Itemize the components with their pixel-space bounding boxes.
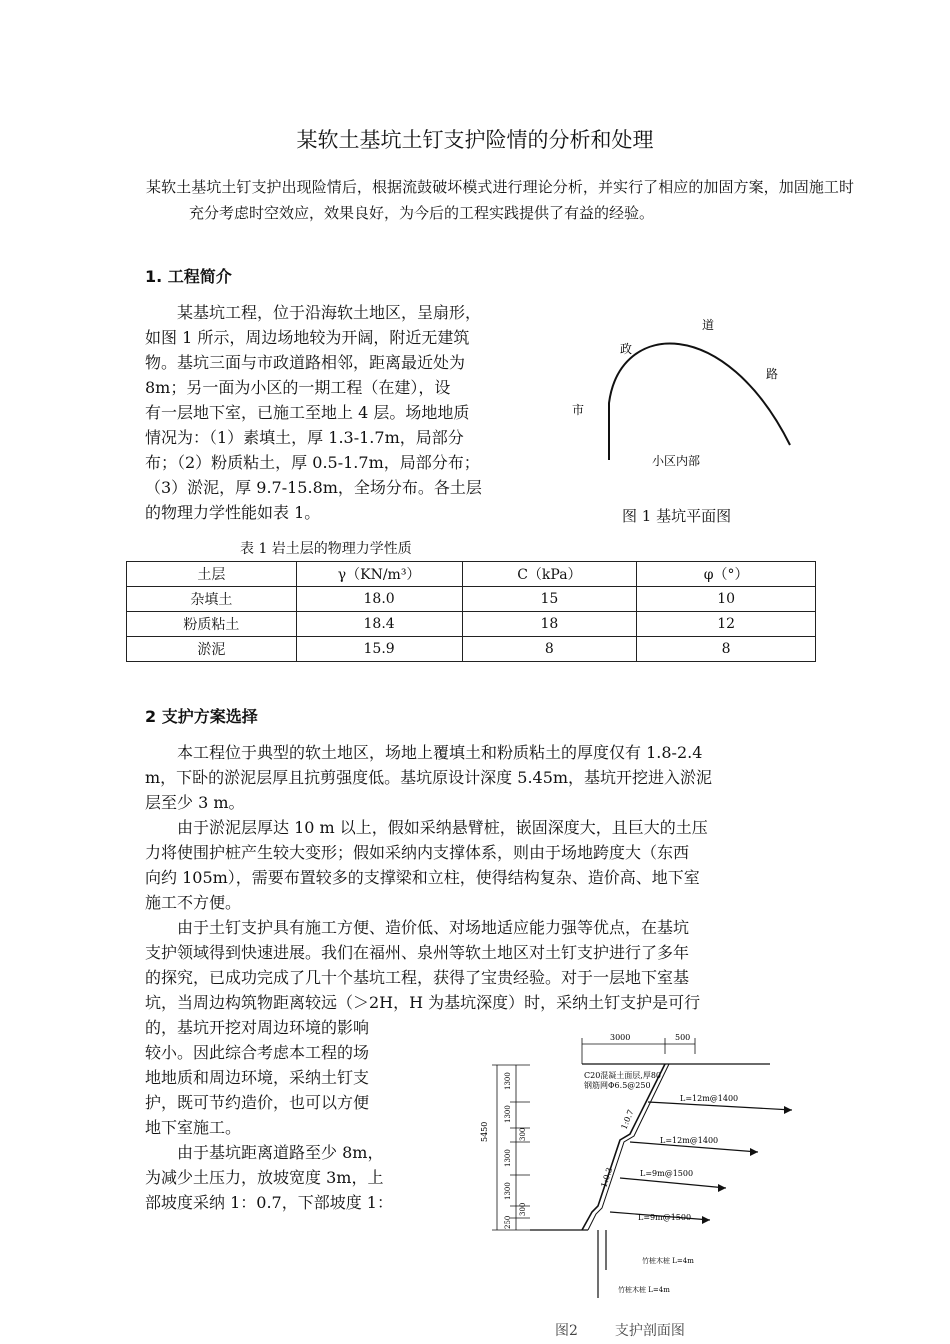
table-cell: 粉质粘土 (127, 612, 297, 637)
slope-upper-label: 1:0.7 (619, 1108, 636, 1131)
text-line: 部坡度采纳 1：0.7，下部坡度 1： (145, 1193, 393, 1212)
section-1-body (145, 300, 549, 525)
label-inner-area: 小区内部 (652, 454, 701, 468)
support-section-figure (470, 1030, 810, 1305)
dim-segment: 1300 (504, 1149, 512, 1167)
table-cell: 18.4 (296, 612, 462, 637)
text-line: 地地质和周边环境，采纳土钉支 (145, 1068, 370, 1087)
section-2-body (145, 740, 809, 1015)
dim-segment: 300 (519, 1202, 527, 1216)
text-line: 由于基坑距离道路至少 8m， (177, 1143, 384, 1162)
text-line: 的探究，已成功完成了几十个基坑工程，获得了宝贵经验。对于一层地下室基 (145, 968, 690, 987)
table-cell: 10 (637, 587, 816, 612)
text-line: 8m；另一面为小区的一期工程（在建），设 (145, 378, 451, 397)
figure-1-caption: 图 1 基坑平面图 (622, 507, 732, 525)
table-header-row (127, 562, 816, 587)
header-cell: φ（°） (637, 562, 816, 587)
table-cell: 淤泥 (127, 637, 297, 662)
dim-segment: 1300 (504, 1105, 512, 1123)
table-cell: 杂填土 (127, 587, 297, 612)
text-line: 的，基坑开挖对周边环境的影响 (145, 1018, 370, 1037)
text-line: 地下室施工。 (145, 1118, 242, 1137)
table-row (127, 637, 816, 662)
label-shi: 市 (572, 403, 585, 417)
text-line: 力将使围护桩产生较大变形；假如采纳内支撑体系，则由于场地跨度大（东西 (145, 843, 690, 862)
label-zheng: 政 (620, 342, 633, 356)
nail-label: L=12m@1400 (680, 1094, 739, 1103)
slope-lower-label: 1:0.3 (599, 1166, 615, 1189)
table-row (127, 587, 816, 612)
text-line: 为减少土压力，放坡宽度 3m，上 (145, 1168, 384, 1187)
pile-label: 竹桩木桩 L=4m (642, 1257, 694, 1265)
section-2-body-narrow (145, 1015, 445, 1215)
table-cell: 12 (637, 612, 816, 637)
text-line: 的物理力学性能如表 1。 (145, 503, 321, 522)
table-cell: 15 (462, 587, 637, 612)
note-concrete: C20混凝土面层,厚80 (584, 1071, 662, 1080)
nail-label: L=9m@1500 (638, 1213, 692, 1222)
dim-segment: 300 (519, 1127, 527, 1141)
soil-properties-table (126, 561, 816, 662)
text-line: 由于淤泥层厚达 10 m 以上，假如采纳悬臂桩，嵌固深度大，且巨大的土压 (177, 818, 708, 837)
text-line: 布；（2）粉质粘土，厚 0.5-1.7m，局部分布； (145, 453, 480, 472)
label-lu: 路 (766, 367, 779, 381)
text-line: 如图 1 所示，周边场地较为开阔，附近无建筑 (145, 328, 470, 347)
table-row (127, 612, 816, 637)
figure-2-caption (555, 1320, 685, 1340)
dim-segment: 1300 (504, 1072, 512, 1090)
abstract: 某软土基坑土钉支护出现险情后，根据流鼓破坏模式进行理论分析，并实行了相应的加固方案，加固施工时充分考虑时空效应，效果良好，为今后的工程实践提供了有益的经验。 (146, 178, 854, 222)
text-line: 施工不方便。 (145, 893, 242, 912)
note-mesh: 钢筋网Φ6.5@250 (584, 1081, 651, 1090)
figure-2-number: 图2 (555, 1323, 578, 1339)
table-cell: 18.0 (296, 587, 462, 612)
dim-top-left: 3000 (610, 1033, 631, 1042)
text-line: 有一层地下室，已施工至地上 4 层。场地地质 (145, 403, 470, 422)
dim-segment: 1300 (504, 1182, 512, 1200)
dim-total: 5450 (480, 1121, 489, 1142)
table-cell: 15.9 (296, 637, 462, 662)
road-boundary-line (609, 344, 790, 460)
header-cell: C（kPa） (462, 562, 637, 587)
document-title: 某软土基坑土钉支护险情的分析和处理 (296, 128, 654, 152)
nail-label: L=12m@1400 (660, 1136, 719, 1145)
text-line: （3）淤泥，厚 9.7-15.8m，全场分布。各土层 (145, 478, 482, 497)
text-line: 物。基坑三面与市政道路相邻，距离最近处为 (145, 353, 466, 372)
label-dao: 道 (702, 318, 715, 332)
text-line: 向约 105m），需要布置较多的支撑梁和立柱，使得结构复杂、造价高、地下室 (145, 868, 700, 887)
text-line: 由于土钉支护具有施工方便、造价低、对场地适应能力强等优点，在基坑 (177, 918, 690, 937)
section-2-heading: 2 支护方案选择 (145, 707, 258, 726)
nail-label: L=9m@1500 (640, 1169, 694, 1178)
header-cell: γ（KN/m³） (296, 562, 462, 587)
text-line: 坑，当周边构筑物距离较远（＞2H，H 为基坑深度）时，采纳土钉支护是可行 (145, 993, 701, 1012)
pile-label: 竹桩木桩 L=4m (618, 1286, 670, 1294)
text-line: 层至少 3 m。 (145, 793, 245, 812)
table-cell: 8 (462, 637, 637, 662)
text-line: 某基坑工程，位于沿海软土地区，呈扇形， (177, 303, 482, 322)
header-cell: 土层 (127, 562, 297, 587)
figure-2-title: 支护剖面图 (614, 1323, 685, 1339)
text-line: 较小。因此综合考虑本工程的场 (145, 1043, 370, 1062)
text-line: 本工程位于典型的软土地区，场地上覆填土和粉质粘土的厚度仅有 1.8-2.4 (177, 743, 703, 762)
site-plan-figure (560, 310, 810, 480)
table-1-caption: 表 1 岩土层的物理力学性质 (240, 541, 412, 557)
table-cell: 18 (462, 612, 637, 637)
table-cell: 8 (637, 637, 816, 662)
dim-segment: 250 (504, 1215, 512, 1229)
text-line: 情况为：（1）素填土，厚 1.3-1.7m，局部分 (145, 428, 464, 447)
dim-top-right: 500 (675, 1033, 691, 1042)
text-line: 护，既可节约造价，也可以方便 (145, 1093, 370, 1112)
text-line: m，下卧的淤泥层厚且抗剪强度低。基坑原设计深度 5.45m，基坑开挖进入淤泥 (145, 768, 713, 787)
text-line: 支护领域得到快速进展。我们在福州、泉州等软土地区对土钉支护进行了多年 (145, 943, 690, 962)
section-1-heading: 1. 工程简介 (145, 267, 232, 286)
